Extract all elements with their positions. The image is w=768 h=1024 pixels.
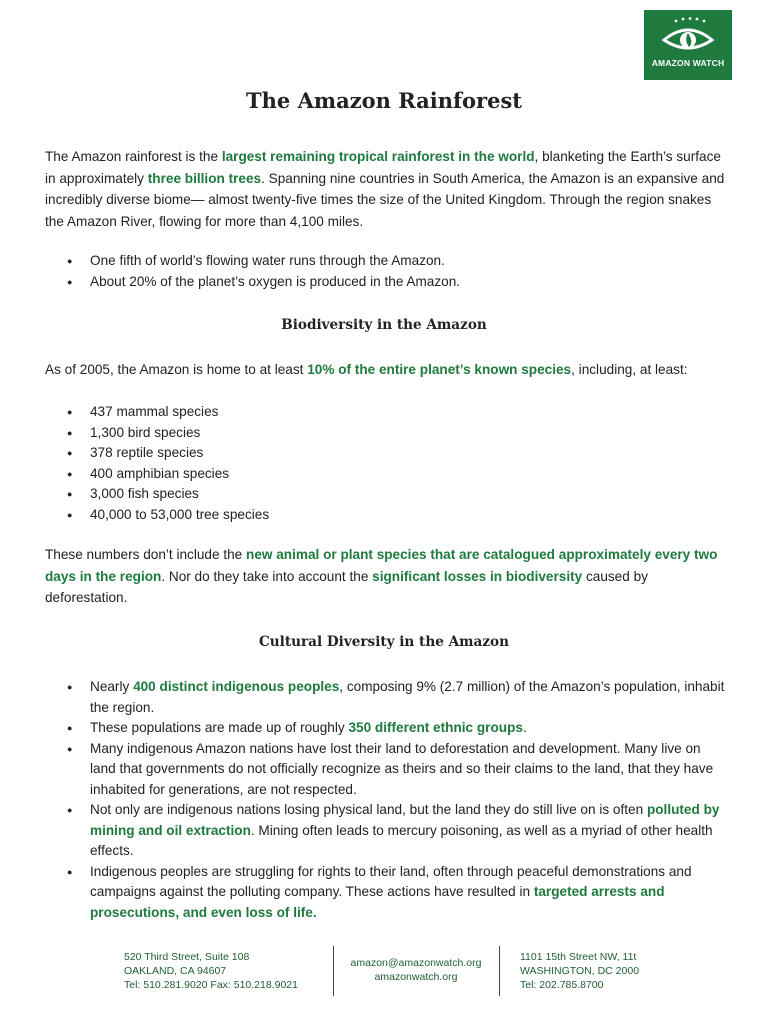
footer-line: Tel: 510.281.9020 Fax: 510.218.9021 xyxy=(124,979,298,991)
cultural-diversity-heading: Cultural Diversity in the Amazon xyxy=(258,634,510,650)
highlighted-text: 400 distinct indigenous peoples xyxy=(133,679,340,694)
highlighted-text: largest remaining tropical rainforest in the world xyxy=(221,149,535,164)
list-item xyxy=(90,677,725,718)
body-text: Not only are indigenous nations losing physical land, but the land they do still live on is often xyxy=(90,802,647,817)
highlighted-text: 10% of the entire planet’s known species xyxy=(307,362,572,377)
list-item: ● 40,000 to 53,000 tree species xyxy=(90,505,725,526)
cultural-list xyxy=(45,677,725,923)
body-text: These populations are made up of roughly xyxy=(90,720,349,735)
list-item: ● One fifth of world’s flowing water runs through the Amazon. xyxy=(90,251,725,272)
biodiversity-heading: Biodiversity in the Amazon xyxy=(281,317,487,333)
body-text: , composing 9% (2.7 million) of the Amazon’s population, inhabit the region. xyxy=(90,679,725,715)
body-text: , blanketing the Earth’s surface in approximately xyxy=(45,149,721,186)
intro-paragraph xyxy=(45,146,725,232)
highlighted-text: new animal or plant species that are catalogued approximately every two days in the region xyxy=(45,547,718,584)
list-item: ● 437 mammal species xyxy=(90,402,725,423)
logo-text: AMAZON WATCH xyxy=(651,58,725,68)
footer-dc-address xyxy=(520,950,656,992)
footer-divider xyxy=(333,946,334,996)
highlighted-text: 350 different ethnic groups xyxy=(348,720,523,735)
footer xyxy=(0,950,768,1000)
body-text: Many indigenous Amazon nations have lost their land to deforestation and development. Many live on land that governments do not officially recognize as theirs and so their claims to the land, that they have inhabited for generations, are not respected. xyxy=(90,740,714,797)
list-item xyxy=(90,718,725,739)
species-list xyxy=(45,402,725,525)
list-item xyxy=(90,800,725,862)
list-item: ● 378 reptile species xyxy=(90,443,725,464)
footer-oakland-address xyxy=(124,950,298,992)
footer-line: WASHINGTON, DC 2000 xyxy=(520,965,640,977)
body-text: . Mining often leads to mercury poisoning, as well as a myriad of other health effects. xyxy=(90,822,713,858)
highlighted-text: polluted by mining and oil extraction xyxy=(90,802,720,838)
body-text: The Amazon rainforest is the xyxy=(45,149,222,164)
list-item xyxy=(90,862,725,924)
footer-contact xyxy=(340,956,492,984)
footer-line: 1101 15th Street NW, 11t xyxy=(520,951,637,963)
highlighted-text: significant losses in biodiversity xyxy=(372,568,583,584)
footer-line: 520 Third Street, Suite 108 xyxy=(124,951,250,963)
footer-line: Tel: 202.785.8700 xyxy=(520,979,604,991)
amazon-watch-logo xyxy=(644,10,732,80)
highlighted-text: three billion trees xyxy=(147,170,262,186)
biodiversity-note xyxy=(45,544,725,609)
body-text: . xyxy=(522,720,527,735)
body-text: These numbers don’t include the xyxy=(45,547,247,562)
body-text: Indigenous peoples are struggling for rights to their land, often through peaceful demonstrations and campaigns against the polluting company. These actions have resulted in xyxy=(90,863,692,899)
body-text: . Spanning nine countries in South America, the Amazon is an expansive and incredibly diverse biome— almost twenty-five times the size of the United Kingdom. Through the region snakes the Amazon River, flowing for more than 4,100 miles. xyxy=(45,170,725,229)
body-text: . Nor do they take into account the xyxy=(161,568,373,584)
list-item: ● 1,300 bird species xyxy=(90,423,725,444)
list-item xyxy=(90,739,725,801)
biodiversity-intro xyxy=(45,359,725,381)
body-text: , including, at least: xyxy=(571,362,688,377)
list-item: ● 400 amphibian species xyxy=(90,464,725,485)
body-text: As of 2005, the Amazon is home to at least xyxy=(45,362,308,377)
list-item: ● About 20% of the planet’s oxygen is produced in the Amazon. xyxy=(90,272,725,293)
eye-logo-icon xyxy=(658,16,718,56)
page-title: The Amazon Rainforest xyxy=(246,88,522,113)
list-item: ● 3,000 fish species xyxy=(90,484,725,505)
facts-list xyxy=(45,251,725,292)
body-text: Nearly xyxy=(90,679,134,694)
footer-email-link[interactable]: amazon@amazonwatch.org xyxy=(350,957,482,969)
footer-divider xyxy=(499,946,500,996)
footer-website-link[interactable]: amazonwatch.org xyxy=(374,971,458,983)
body-text: caused by deforestation. xyxy=(45,568,648,605)
footer-line: OAKLAND, CA 94607 xyxy=(124,965,227,977)
highlighted-text: targeted arrests and prosecutions, and even loss of life. xyxy=(90,884,665,920)
